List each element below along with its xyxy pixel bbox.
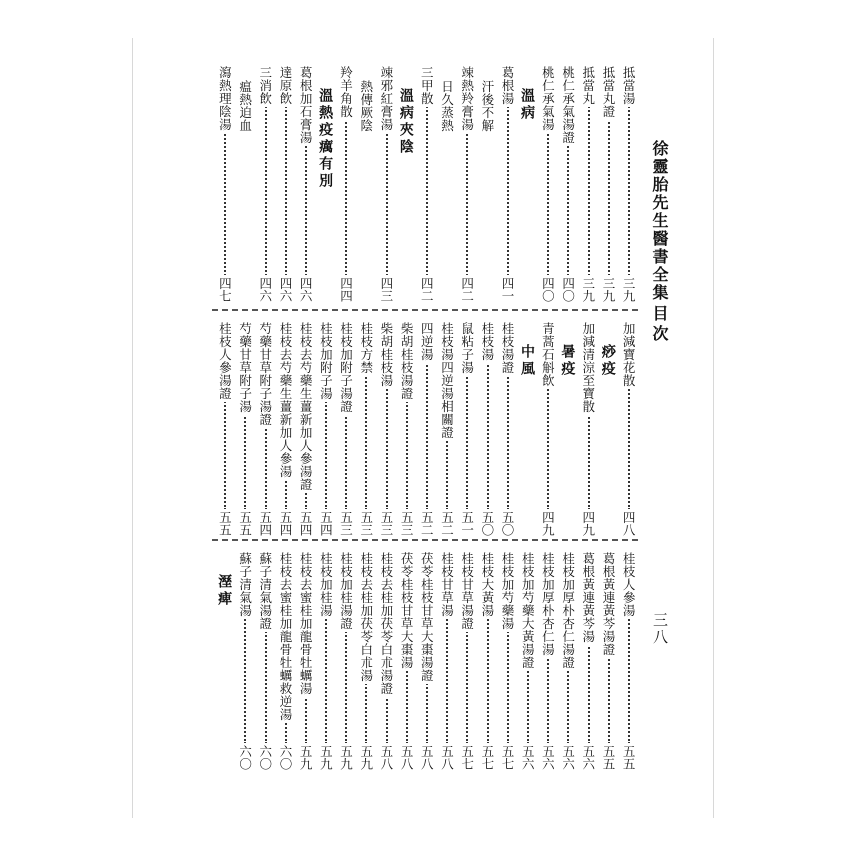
entry-title: 蘇子清氣湯 bbox=[237, 552, 253, 617]
entry-title: 竦熱羚膏湯 bbox=[459, 66, 475, 131]
toc-heading bbox=[396, 62, 416, 302]
toc-entry[interactable] bbox=[376, 548, 396, 770]
entry-page-number: 四六 bbox=[277, 277, 293, 302]
toc-entry[interactable] bbox=[315, 318, 335, 536]
entry-title: 芍藥甘草附子湯 bbox=[237, 322, 253, 413]
toc-entry[interactable] bbox=[436, 62, 456, 302]
entry-title: 芍藥甘草附子湯證 bbox=[257, 322, 273, 426]
running-title: 徐靈胎先生醫書全集 bbox=[650, 140, 669, 302]
entry-title: 鼠粘子湯 bbox=[459, 322, 475, 374]
toc-entry[interactable] bbox=[335, 318, 355, 536]
toc-entry[interactable] bbox=[214, 62, 234, 302]
entry-title: 桂枝甘草湯證 bbox=[459, 552, 475, 630]
entry-title: 羚羊角散 bbox=[338, 66, 354, 118]
entry-title: 加減寶花散 bbox=[621, 322, 637, 387]
toc-entry[interactable] bbox=[214, 318, 234, 536]
entry-title: 達原飲 bbox=[277, 66, 293, 105]
entry-page-number: 五六 bbox=[540, 745, 556, 770]
entry-page-number: 五四 bbox=[298, 511, 314, 536]
toc-entry[interactable] bbox=[477, 318, 497, 536]
toc-entry[interactable] bbox=[376, 62, 396, 302]
entry-page-number: 五三 bbox=[399, 511, 415, 536]
entry-page-number: 六〇 bbox=[237, 745, 253, 770]
entry-title: 瘟熱迫血 bbox=[237, 80, 253, 132]
toc-entry[interactable] bbox=[275, 548, 295, 770]
entry-page-number: 五六 bbox=[520, 745, 536, 770]
entry-page-number: 五〇 bbox=[479, 511, 495, 536]
entry-page-number: 四〇 bbox=[560, 277, 576, 302]
toc-entry[interactable] bbox=[234, 62, 254, 302]
entry-title: 茯苓桂枝甘草大棗湯 bbox=[399, 552, 415, 669]
toc-entry[interactable] bbox=[477, 62, 497, 302]
entry-title: 桂枝加桂湯證 bbox=[338, 552, 354, 630]
heading-text: 溫病夾陰 bbox=[397, 88, 414, 156]
entry-page-number: 五四 bbox=[277, 511, 293, 536]
entry-title: 葛根黃連黃芩湯證 bbox=[600, 552, 616, 656]
entry-page-number: 四二 bbox=[419, 277, 435, 302]
entry-title: 茯苓桂枝甘草大棗湯證 bbox=[419, 552, 435, 682]
toc-entry[interactable] bbox=[477, 548, 497, 770]
entry-title: 葛根湯 bbox=[500, 66, 516, 105]
toc-heading bbox=[214, 548, 234, 770]
toc-entry[interactable] bbox=[557, 548, 577, 770]
entry-page-number: 五八 bbox=[378, 745, 394, 770]
entry-page-number: 五二 bbox=[419, 511, 435, 536]
heading-text: 溼痺 bbox=[216, 574, 233, 608]
dashed-divider bbox=[212, 539, 638, 541]
toc-entry[interactable] bbox=[315, 548, 335, 770]
entry-page-number: 五八 bbox=[419, 745, 435, 770]
toc-entry[interactable] bbox=[254, 62, 274, 302]
entry-title: 抵當丸證 bbox=[600, 66, 616, 118]
entry-page-number: 五七 bbox=[459, 745, 475, 770]
entry-page-number: 五四 bbox=[257, 511, 273, 536]
entry-page-number: 四九 bbox=[580, 511, 596, 536]
entry-page-number: 四六 bbox=[298, 277, 314, 302]
toc-band-2 bbox=[208, 318, 638, 536]
entry-title: 桂枝方禁 bbox=[358, 322, 374, 374]
entry-title: 桂枝加附子湯證 bbox=[338, 322, 354, 413]
toc-entry[interactable] bbox=[456, 318, 476, 536]
toc-entry[interactable] bbox=[537, 548, 557, 770]
toc-entry[interactable] bbox=[436, 318, 456, 536]
entry-title: 葛根加石膏湯 bbox=[298, 66, 314, 144]
toc-entry[interactable] bbox=[275, 318, 295, 536]
toc-entry[interactable] bbox=[376, 318, 396, 536]
toc-band-1 bbox=[208, 62, 638, 302]
dashed-divider bbox=[212, 309, 638, 311]
toc-entry[interactable] bbox=[456, 62, 476, 302]
entry-page-number: 五七 bbox=[500, 745, 516, 770]
toc-entry[interactable] bbox=[234, 318, 254, 536]
entry-title: 桂枝去芍藥生薑新加人參湯證 bbox=[298, 322, 314, 491]
entry-title: 桂枝加芍藥湯 bbox=[500, 552, 516, 630]
entry-title: 熱傳厥陰 bbox=[358, 80, 374, 132]
toc-heading bbox=[557, 318, 577, 536]
entry-title: 桂枝去蜜桂加龍骨牡蠣湯 bbox=[298, 552, 314, 695]
entry-page-number: 四一 bbox=[500, 277, 516, 302]
toc-entry[interactable] bbox=[577, 318, 597, 536]
toc-entry[interactable] bbox=[557, 62, 577, 302]
toc-entry[interactable] bbox=[295, 318, 315, 536]
entry-title: 桃仁承氣湯證 bbox=[560, 66, 576, 144]
toc-entry[interactable] bbox=[537, 318, 557, 536]
toc-entry[interactable] bbox=[355, 548, 375, 770]
entry-page-number: 五五 bbox=[237, 511, 253, 536]
entry-page-number: 五六 bbox=[580, 745, 596, 770]
entry-page-number: 四八 bbox=[621, 511, 637, 536]
entry-title: 四逆湯 bbox=[419, 322, 435, 361]
entry-title: 蘇子清氣湯證 bbox=[257, 552, 273, 630]
entry-title: 桂枝去蜜桂加龍骨牡蠣救逆湯 bbox=[277, 552, 293, 721]
toc-entry[interactable] bbox=[517, 548, 537, 770]
toc-entry[interactable] bbox=[618, 548, 638, 770]
entry-title: 桃仁承氣湯 bbox=[540, 66, 556, 131]
toc-entry[interactable] bbox=[598, 548, 618, 770]
entry-page-number: 五九 bbox=[318, 745, 334, 770]
entry-title: 桂枝湯 bbox=[479, 322, 495, 361]
entry-title: 抵當丸 bbox=[580, 66, 596, 105]
toc-entry[interactable] bbox=[335, 62, 355, 302]
entry-page-number: 五五 bbox=[217, 511, 233, 536]
page-number: 三八 bbox=[651, 612, 669, 646]
toc-entry[interactable] bbox=[416, 318, 436, 536]
toc-entry[interactable] bbox=[335, 548, 355, 770]
entry-page-number: 五六 bbox=[560, 745, 576, 770]
entry-page-number: 四〇 bbox=[540, 277, 556, 302]
entry-page-number: 四三 bbox=[378, 277, 394, 302]
toc-heading bbox=[598, 318, 618, 536]
entry-page-number: 五五 bbox=[600, 745, 616, 770]
toc-entry[interactable] bbox=[598, 62, 618, 302]
entry-page-number: 六〇 bbox=[277, 745, 293, 770]
entry-page-number: 五二 bbox=[439, 511, 455, 536]
heading-text: 痧疫 bbox=[599, 344, 616, 378]
entry-page-number: 三九 bbox=[621, 277, 637, 302]
toc-entry[interactable] bbox=[497, 62, 517, 302]
entry-title: 桂枝湯四逆湯相關證 bbox=[439, 322, 455, 439]
toc-entry[interactable] bbox=[456, 548, 476, 770]
heading-text: 溫病 bbox=[518, 88, 535, 122]
entry-page-number: 三九 bbox=[580, 277, 596, 302]
entry-title: 日久蒸熱 bbox=[439, 80, 455, 132]
toc-entry[interactable] bbox=[275, 62, 295, 302]
toc-entry[interactable] bbox=[254, 318, 274, 536]
entry-title: 桂枝加芍藥大黃湯證 bbox=[520, 552, 536, 669]
entry-title: 桂枝甘草湯 bbox=[439, 552, 455, 617]
entry-page-number: 五九 bbox=[298, 745, 314, 770]
entry-title: 竦邪紅膏湯 bbox=[378, 66, 394, 131]
entry-page-number: 四九 bbox=[540, 511, 556, 536]
entry-page-number: 四二 bbox=[459, 277, 475, 302]
entry-title: 桂枝加厚朴杏仁湯 bbox=[540, 552, 556, 656]
toc-entry[interactable] bbox=[355, 62, 375, 302]
toc-band-3 bbox=[208, 548, 638, 770]
entry-page-number: 五四 bbox=[318, 511, 334, 536]
heading-text: 暑疫 bbox=[559, 344, 576, 378]
entry-page-number: 四七 bbox=[217, 277, 233, 302]
heading-text: 溫熱疫癘有別 bbox=[317, 88, 334, 190]
toc-entry[interactable] bbox=[497, 318, 517, 536]
entry-title: 桂枝人參湯證 bbox=[217, 322, 233, 400]
entry-title: 三消飲 bbox=[257, 66, 273, 105]
entry-title: 柴胡桂枝湯 bbox=[378, 322, 394, 387]
toc-entry[interactable] bbox=[537, 62, 557, 302]
entry-page-number: 五五 bbox=[621, 745, 637, 770]
toc-entry[interactable] bbox=[577, 62, 597, 302]
heading-text: 中風 bbox=[518, 344, 535, 378]
toc-entry[interactable] bbox=[577, 548, 597, 770]
entry-title: 桂枝湯證 bbox=[500, 322, 516, 374]
toc-entry[interactable] bbox=[295, 548, 315, 770]
toc-entry[interactable] bbox=[436, 548, 456, 770]
toc-heading bbox=[517, 62, 537, 302]
entry-page-number: 五八 bbox=[439, 745, 455, 770]
entry-title: 桂枝加桂湯 bbox=[318, 552, 334, 617]
entry-page-number: 五一 bbox=[459, 511, 475, 536]
toc-heading bbox=[517, 318, 537, 536]
toc-entry[interactable] bbox=[618, 318, 638, 536]
entry-page-number: 三九 bbox=[600, 277, 616, 302]
entry-page-number: 五三 bbox=[338, 511, 354, 536]
entry-page-number: 四六 bbox=[257, 277, 273, 302]
entry-page-number: 四四 bbox=[338, 277, 354, 302]
entry-title: 葛根黃連黃芩湯 bbox=[580, 552, 596, 643]
entry-page-number: 五七 bbox=[479, 745, 495, 770]
entry-title: 桂枝人參湯 bbox=[621, 552, 637, 617]
toc-entry[interactable] bbox=[396, 548, 416, 770]
entry-title: 桂枝加附子湯 bbox=[318, 322, 334, 400]
toc-entry[interactable] bbox=[396, 318, 416, 536]
toc-entry[interactable] bbox=[355, 318, 375, 536]
entry-title: 抵當湯 bbox=[621, 66, 637, 105]
entry-title: 桂枝加厚朴杏仁湯證 bbox=[560, 552, 576, 669]
toc-entry[interactable] bbox=[295, 62, 315, 302]
section-title: 目次 bbox=[650, 305, 669, 345]
entry-page-number: 五〇 bbox=[500, 511, 516, 536]
entry-page-number: 五三 bbox=[358, 511, 374, 536]
entry-title: 三甲散 bbox=[419, 66, 435, 105]
entry-title: 桂枝去桂加茯苓白朮湯證 bbox=[378, 552, 394, 695]
entry-page-number: 五九 bbox=[338, 745, 354, 770]
toc-entry[interactable] bbox=[234, 548, 254, 770]
toc-heading bbox=[315, 62, 335, 302]
entry-page-number: 五八 bbox=[399, 745, 415, 770]
toc-entry[interactable] bbox=[254, 548, 274, 770]
entry-title: 桂枝大黃湯 bbox=[479, 552, 495, 617]
toc-entry[interactable] bbox=[416, 548, 436, 770]
entry-title: 青蒿石斛飲 bbox=[540, 322, 556, 387]
entry-title: 桂枝去桂加茯苓白朮湯 bbox=[358, 552, 374, 682]
toc-entry[interactable] bbox=[618, 62, 638, 302]
entry-page-number: 六〇 bbox=[257, 745, 273, 770]
toc-entry[interactable] bbox=[497, 548, 517, 770]
entry-title: 汗後不解 bbox=[479, 80, 495, 132]
entry-page-number: 五三 bbox=[378, 511, 394, 536]
entry-title: 桂枝去芍藥生薑新加人參湯 bbox=[277, 322, 293, 478]
toc-entry[interactable] bbox=[416, 62, 436, 302]
entry-title: 加減清涼至寶散 bbox=[580, 322, 596, 413]
entry-page-number: 五九 bbox=[358, 745, 374, 770]
entry-title: 柴胡桂枝湯證 bbox=[399, 322, 415, 400]
entry-title: 瀉熱理陰湯 bbox=[217, 66, 233, 131]
